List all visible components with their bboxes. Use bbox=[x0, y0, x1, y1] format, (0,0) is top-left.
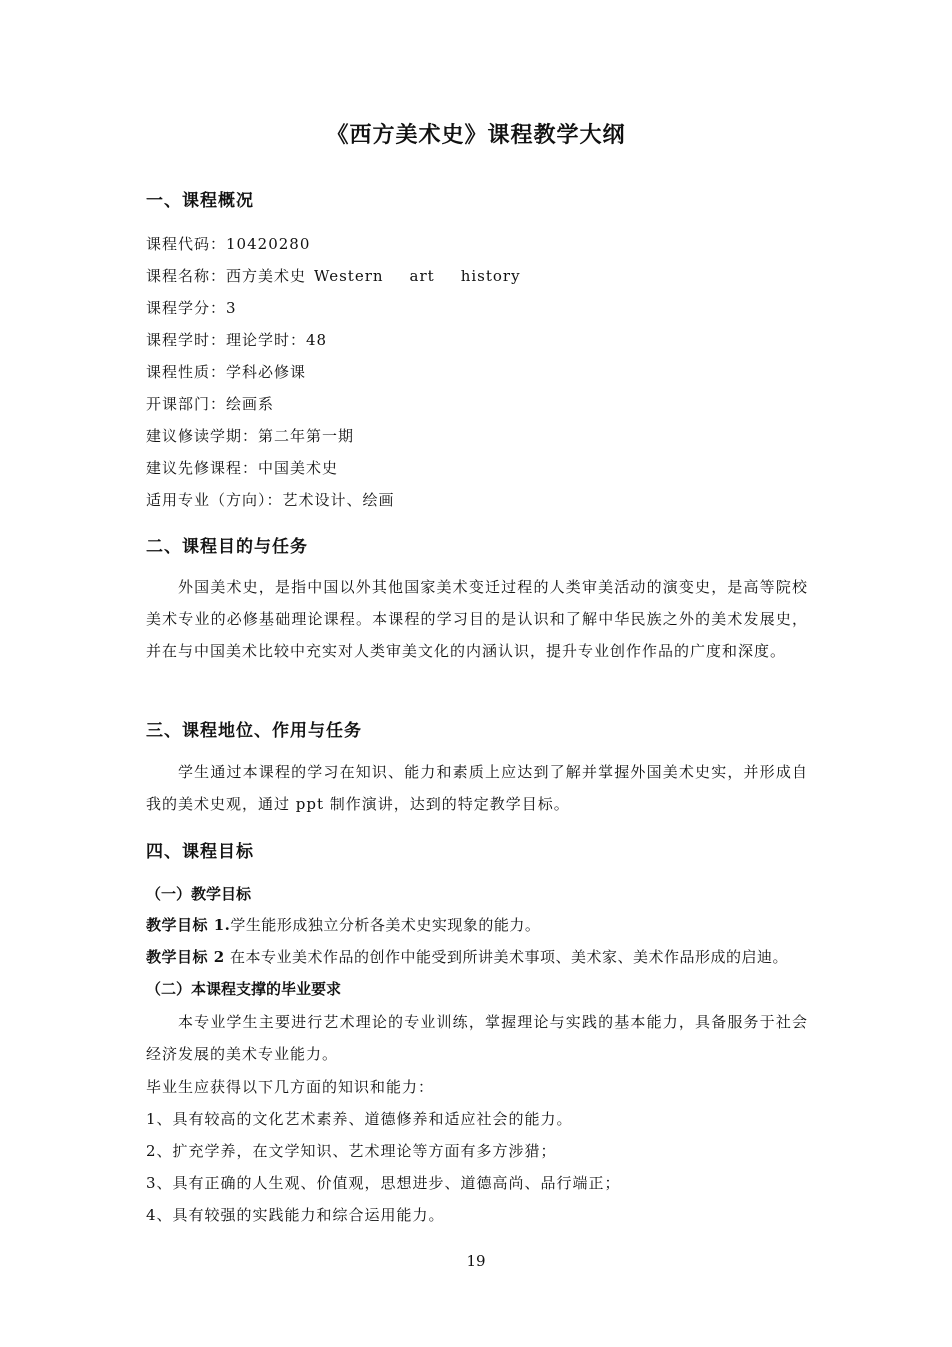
course-term-value: 第二年第一期 bbox=[258, 427, 355, 445]
course-hours-line bbox=[146, 329, 327, 350]
section3-paragraph: 学生通过本课程的学习在知识、能力和素质上应达到了解并掌握外国美术史实，并形成自我的美术史观，通过 ppt 制作演讲，达到的特定教学目标。 bbox=[146, 763, 808, 813]
teaching-goal-2 bbox=[146, 946, 788, 967]
teaching-goals-subheading: （一）教学目标 bbox=[146, 885, 252, 903]
ability-item-3: 3、具有正确的人生观、价值观，思想进步、道德高尚、品行端正； bbox=[146, 1174, 621, 1192]
section4-heading: 四、课程目标 bbox=[146, 842, 254, 862]
page-number: 19 bbox=[466, 1252, 486, 1270]
course-major-value: 艺术设计、绘画 bbox=[282, 491, 395, 509]
ability-item-4: 4、具有较强的实践能力和综合运用能力。 bbox=[146, 1206, 445, 1224]
course-prereq-label: 建议先修课程： bbox=[146, 459, 259, 477]
course-nature-line bbox=[146, 361, 306, 382]
course-hours-value: 理论学时：48 bbox=[226, 331, 328, 349]
course-prereq-value: 中国美术史 bbox=[258, 459, 339, 477]
course-credit-value: 3 bbox=[226, 299, 237, 317]
course-credit-label: 课程学分： bbox=[146, 299, 227, 317]
teaching-goal-1-label: 教学目标 1. bbox=[146, 916, 231, 934]
teaching-goal-1-text: 学生能形成独立分析各美术史实现象的能力。 bbox=[230, 916, 541, 934]
course-dept-line bbox=[146, 393, 274, 414]
course-name-cn: 西方美术史 bbox=[226, 267, 307, 285]
teaching-goal-2-label: 教学目标 2 bbox=[146, 948, 225, 966]
course-dept-label: 开课部门： bbox=[146, 395, 227, 413]
course-dept-value: 绘画系 bbox=[226, 395, 275, 413]
course-name-label: 课程名称： bbox=[146, 267, 227, 285]
course-prereq-line bbox=[146, 457, 338, 478]
ability-item-1: 1、具有较高的文化艺术素养、道德修养和适应社会的能力。 bbox=[146, 1110, 573, 1128]
section1-heading: 一、课程概况 bbox=[146, 191, 254, 211]
graduation-requirements-paragraph: 本专业学生主要进行艺术理论的专业训练，掌握理论与实践的基本能力，具备服务于社会经济发展的美术专业能力。 bbox=[146, 1013, 808, 1063]
course-hours-label: 课程学时： bbox=[146, 331, 227, 349]
section2-paragraph: 外国美术史，是指中国以外其他国家美术变迁过程的人类审美活动的演变史，是高等院校美术专业的必修基础理论课程。本课程的学习目的是认识和了解中华民族之外的美术发展史，并在与中国美术比较中充实对人类审美文化的内涵认识，提升专业创作作品的广度和深度。 bbox=[146, 578, 808, 660]
course-code-value: 10420280 bbox=[226, 235, 311, 253]
section2-heading: 二、课程目的与任务 bbox=[146, 537, 308, 557]
section3-heading: 三、课程地位、作用与任务 bbox=[146, 721, 362, 741]
course-term-line bbox=[146, 425, 354, 446]
course-name-line bbox=[146, 265, 521, 286]
course-name-en-1: Western bbox=[314, 267, 384, 285]
course-major-line bbox=[146, 489, 395, 510]
abilities-intro: 毕业生应获得以下几方面的知识和能力： bbox=[146, 1078, 435, 1096]
teaching-goal-2-text: 在本专业美术作品的创作中能受到所讲美术事项、美术家、美术作品形成的启迪。 bbox=[229, 948, 788, 966]
course-name-en-2: art bbox=[409, 267, 435, 285]
course-nature-label: 课程性质： bbox=[146, 363, 227, 381]
ability-item-2: 2、扩充学养，在文学知识、艺术理论等方面有多方涉猎； bbox=[146, 1142, 557, 1160]
course-code-label: 课程代码： bbox=[146, 235, 227, 253]
course-term-label: 建议修读学期： bbox=[146, 427, 259, 445]
document-title: 《西方美术史》课程教学大纲 bbox=[326, 122, 626, 148]
teaching-goal-1 bbox=[146, 914, 540, 935]
course-nature-value: 学科必修课 bbox=[226, 363, 307, 381]
graduation-requirements-subheading: （二）本课程支撑的毕业要求 bbox=[146, 980, 342, 998]
course-name-en-3: history bbox=[460, 267, 521, 285]
course-code-line bbox=[146, 233, 310, 254]
course-major-label: 适用专业（方向）： bbox=[146, 491, 283, 509]
course-credit-line bbox=[146, 297, 237, 318]
